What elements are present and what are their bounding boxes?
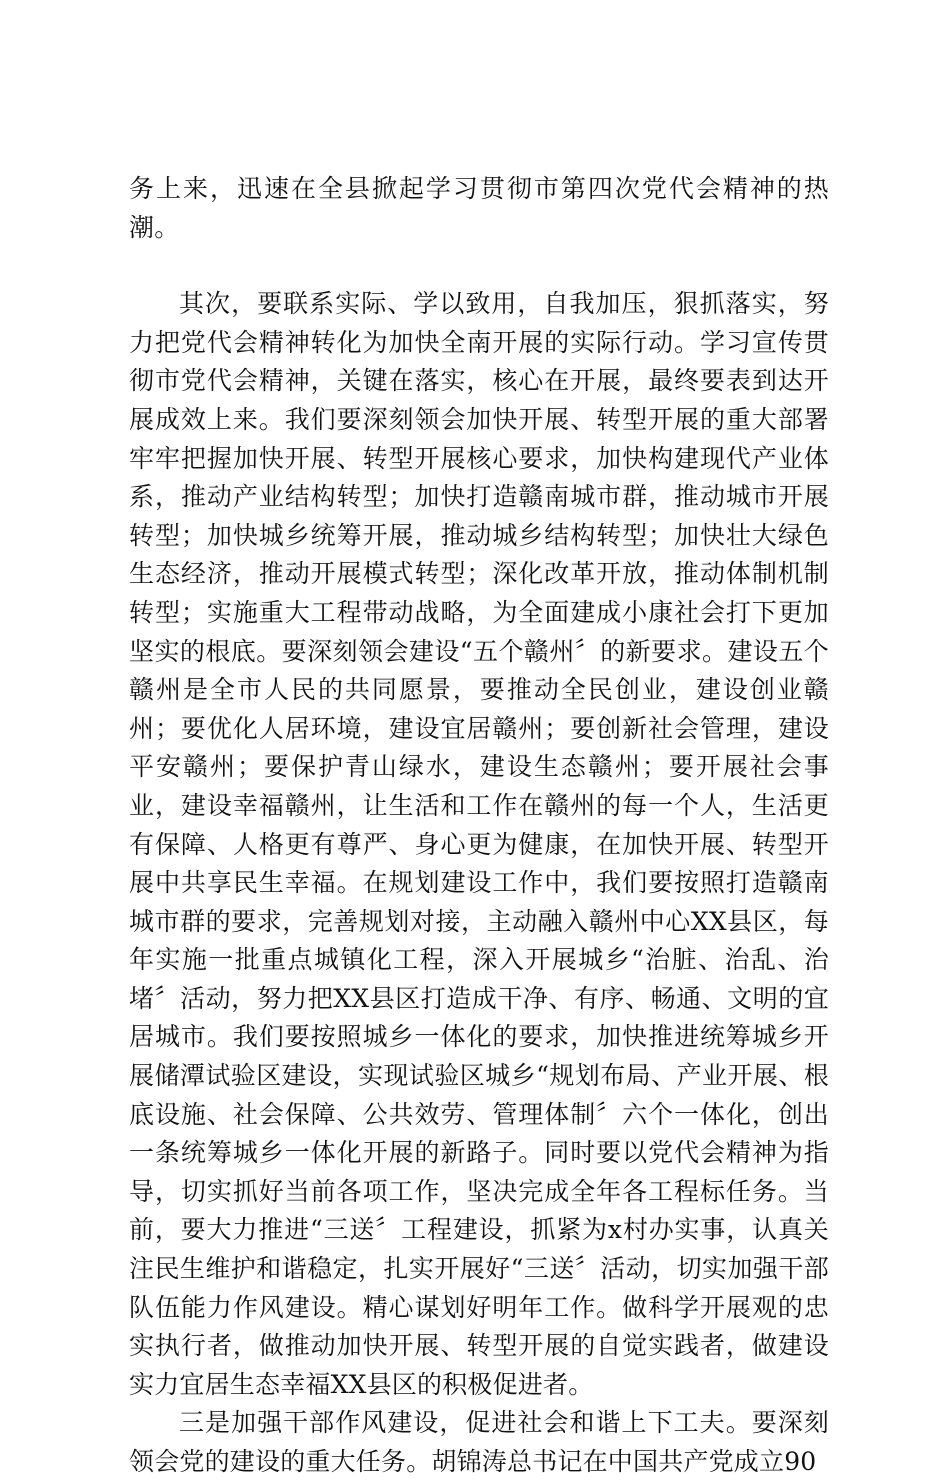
paragraph-second-point: 其次，要联系实际、学以致用，自我加压，狠抓落实，努力把党代会精神转化为加快全南开展的实际行动。学习宣传贯彻市党代会精神，关键在落实，核心在开展，最终要表到达开展成效上来。我们要深刻领会加快开展、转型开展的重大部署牢牢把握加快开展、转型开展核心要求，加快构建现代产业体系，推动产业结构转型；加快打造赣南城市群，推动城市开展转型；加快城乡统筹开展，推动城乡结构转型；加快壮大绿色生态经济，推动开展模式转型；深化改革开放，推动体制机制转型；实施重大工程带动战略，为全面建成小康社会打下更加坚实的根底。要深刻领会建设“五个赣州〞的新要求。建设五个赣州是全市人民的共同愿景，要推动全民创业，建设创业赣州；要优化人居环境，建设宜居赣州；要创新社会管理，建设平安赣州；要保护青山绿水，建设生态赣州；要开展社会事业，建设幸福赣州，让生活和工作在赣州的每一个人，生活更有保障、人格更有尊严、身心更为健康，在加快开展、转型开展中共享民生幸福。在规划建设工作中，我们要按照打造赣南城市群的要求，完善规划对接，主动融入赣州中心XX县区，每年实施一批重点城镇化工程，深入开展城乡“治脏、治乱、治堵〞活动，努力把XX县区打造成干净、有序、畅通、文明的宜居城市。我们要按照城乡一体化的要求，加快推进统筹城乡开展储潭试验区建设，实现试验区城乡“规划布局、产业开展、根底设施、社会保障、公共效劳、管理体制〞六个一体化，创出一条统筹城乡一体化开展的新路子。同时要以党代会精神为指导，切实抓好当前各项工作，坚决完成全年各工程标任务。当前，要大力推进“三送〞工程建设，抓紧为x村办实事，认真关注民生维护和谐稳定，扎实开展好“三送〞活动，切实加强干部队伍能力作风建设。精心谋划好明年工作。做科学开展观的忠实执行者，做推动加快开展、转型开展的自觉实践者，做建设实力宜居生态幸福XX县区的积极促进者。	[129, 289, 829, 1399]
paragraph-gap	[129, 247, 829, 285]
paragraph-continuation: 务上来，迅速在全县掀起学习贯彻市第四次党代会精神的热潮。	[129, 174, 829, 242]
document-body	[129, 170, 829, 1482]
paragraph-third-point: 三是加强干部作风建设，促进社会和谐上下工夫。要深刻领会党的建设的重大任务。胡锦涛总书记在中国共产党成立90	[129, 1408, 829, 1476]
